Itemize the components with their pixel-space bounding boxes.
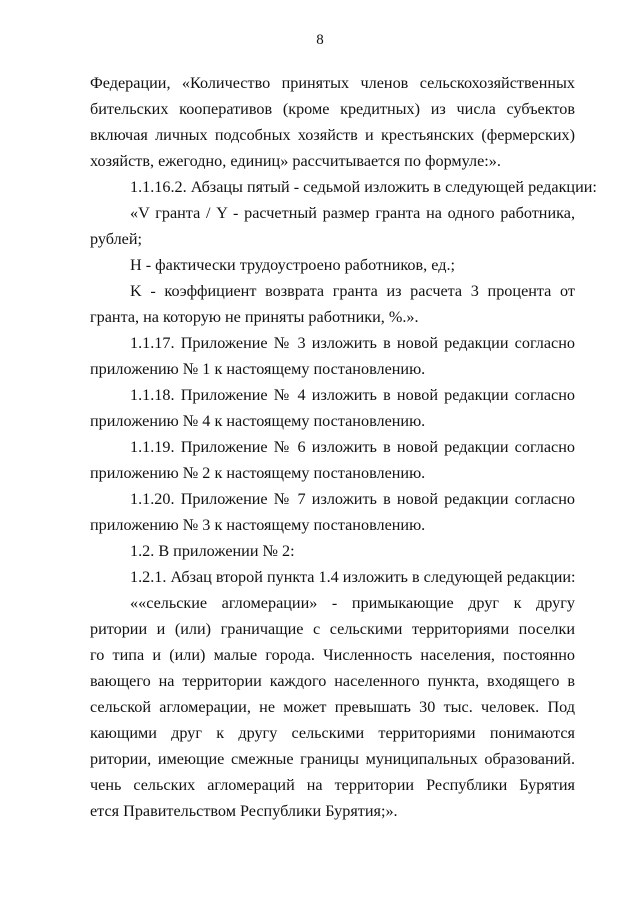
text-line: 1.1.20. Приложение № 7 изложить в новой редакции согласно xyxy=(130,490,575,508)
text-line: ««сельские агломерации» - примыкающие друг к другу xyxy=(130,594,575,612)
text-line: приложению № 4 к настоящему постановлению. xyxy=(90,412,426,430)
paragraph xyxy=(90,538,575,564)
paragraph xyxy=(90,278,575,330)
text-line: «V гранта / Y - расчетный размер гранта на одного работника, xyxy=(130,204,575,222)
paragraph xyxy=(90,590,575,824)
text-line: вающего на территории каждого населенного пункта, входящего в xyxy=(90,672,575,690)
text-line: Федерации, «Количество принятых членов сельскохозяйственных xyxy=(90,74,575,92)
text-line: гранта, на которую не приняты работники, %.». xyxy=(90,308,419,326)
text-line: 1.2. В приложении № 2: xyxy=(130,542,295,560)
paragraph xyxy=(90,564,575,590)
paragraph xyxy=(90,252,575,278)
text-line: K - коэффициент возврата гранта из расчета 3 процента от xyxy=(130,282,575,300)
text-line: 1.1.16.2. Абзацы пятый - седьмой изложить в следующей редакции: xyxy=(130,178,597,196)
text-line: включая личных подсобных хозяйств и крестьянских (фермерских) xyxy=(90,126,575,144)
text-line: приложению № 2 к настоящему постановлению. xyxy=(90,464,426,482)
paragraph xyxy=(90,486,575,538)
page-number: 8 xyxy=(316,32,324,48)
text-line: 1.1.17. Приложение № 3 изложить в новой редакции согласно xyxy=(130,334,575,352)
text-line: рублей; xyxy=(90,230,143,248)
text-line: 1.1.19. Приложение № 6 изложить в новой редакции согласно xyxy=(130,438,575,456)
text-line: ритории, имеющие смежные границы муниципальных образований. xyxy=(90,750,575,768)
paragraph xyxy=(90,434,575,486)
text-line: ритории и (или) граничащие с сельскими территориями поселки xyxy=(90,620,575,638)
paragraph xyxy=(90,382,575,434)
paragraph xyxy=(90,200,575,252)
text-line: приложению № 3 к настоящему постановлению. xyxy=(90,516,426,534)
text-line: сельской агломерации, не может превышать 30 тыс. человек. Под xyxy=(90,698,575,716)
text-line: хозяйств, ежегодно, единиц» рассчитывается по формуле:». xyxy=(90,152,501,170)
paragraph xyxy=(90,330,575,382)
paragraph xyxy=(90,70,575,174)
text-line: бительских кооперативов (кроме кредитных) из числа субъектов xyxy=(90,100,575,118)
paragraph xyxy=(90,174,597,200)
text-line: H - фактически трудоустроено работников, ед.; xyxy=(130,256,456,274)
text-line: 1.2.1. Абзац второй пункта 1.4 изложить в следующей редакции: xyxy=(130,568,576,586)
text-line: приложению № 1 к настоящему постановлению. xyxy=(90,360,426,378)
text-line: ется Правительством Республики Бурятия;». xyxy=(90,802,398,820)
document-body xyxy=(90,70,597,824)
text-line: 1.1.18. Приложение № 4 изложить в новой редакции согласно xyxy=(130,386,575,404)
text-line: чень сельских агломераций на территории Республики Бурятия xyxy=(90,776,575,794)
text-line: го типа и (или) малые города. Численность населения, постоянно xyxy=(90,646,575,664)
text-line: кающими друг к другу сельскими территориями понимаются xyxy=(90,724,575,742)
